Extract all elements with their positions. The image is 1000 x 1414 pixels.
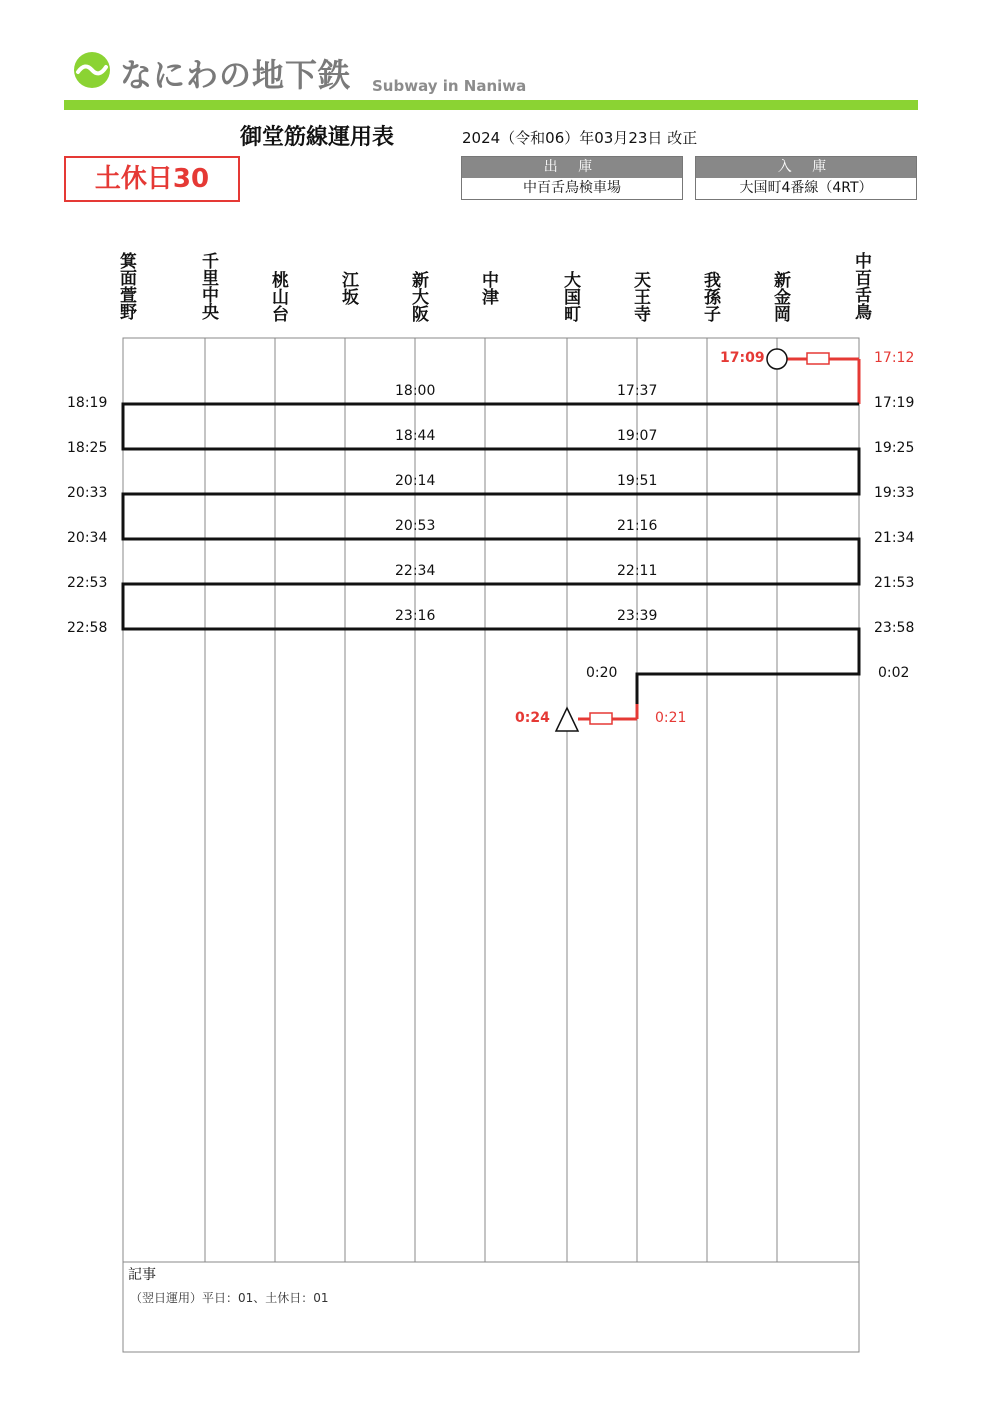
trip-time-minoh: 22:58 xyxy=(67,620,108,636)
trip-time-shin-osaka: 18:00 xyxy=(395,383,436,399)
final-arrival-time: 0:21 xyxy=(655,710,687,726)
trip-time-shin-osaka: 20:53 xyxy=(395,518,436,534)
diagram-frame xyxy=(123,338,859,1352)
station-momoyamadai: 桃山台 xyxy=(268,271,288,322)
final-tennoji-time: 0:20 xyxy=(586,665,618,681)
train-marker-icon xyxy=(590,713,612,724)
trip-time-tennoji: 23:39 xyxy=(617,608,658,624)
trip-time-shin-osaka: 18:44 xyxy=(395,428,436,444)
depot-departure-time: 17:09 xyxy=(720,350,765,366)
trip-time-tennoji: 21:16 xyxy=(617,518,658,534)
depot-departure-circle-icon xyxy=(767,349,787,369)
final-depart-time: 0:02 xyxy=(878,665,910,681)
depot-in-label: 入 庫 xyxy=(696,157,916,178)
station-senri-chuo: 千里中央 xyxy=(198,252,218,320)
start-time: 17:12 xyxy=(874,350,915,366)
trip-time-minoh: 18:19 xyxy=(67,395,108,411)
depot-departure-route xyxy=(767,349,859,404)
operation-number-badge: 土休日30 xyxy=(64,156,240,202)
document-title: 御堂筋線運用表 xyxy=(240,125,395,150)
trip-time-tennoji: 22:11 xyxy=(617,563,658,579)
notes-text: （翌日運用）平日：01、土休日：01 xyxy=(130,1291,329,1305)
station-shinkanaoka: 新金岡 xyxy=(770,271,790,322)
station-esaka: 江坂 xyxy=(338,271,358,305)
trip-time-shin-osaka: 20:14 xyxy=(395,473,436,489)
trip-time-tennoji: 19:07 xyxy=(617,428,658,444)
station-shin-osaka: 新大阪 xyxy=(408,271,428,322)
depot-arrival-time: 0:24 xyxy=(515,710,550,726)
depot-arrival-route xyxy=(556,704,637,731)
station-nakatsu: 中津 xyxy=(478,271,498,305)
trip-time-nakamozu: 19:33 xyxy=(874,485,915,501)
depot-arrival-triangle-icon xyxy=(556,708,578,731)
station-nakamozu: 中百舌鳥 xyxy=(851,252,871,320)
trip-time-nakamozu: 17:19 xyxy=(874,395,915,411)
trip-time-minoh: 22:53 xyxy=(67,575,108,591)
station-minoh-kayano: 箕面萱野 xyxy=(116,252,136,320)
depot-out-value: 中百舌鳥検車場 xyxy=(523,180,621,196)
trip-time-shin-osaka: 22:34 xyxy=(395,563,436,579)
trip-time-shin-osaka: 23:16 xyxy=(395,608,436,624)
trip-time-nakamozu: 21:34 xyxy=(874,530,915,546)
trip-time-minoh: 20:34 xyxy=(67,530,108,546)
depot-out-label: 出 庫 xyxy=(462,157,682,178)
main-route-line xyxy=(123,404,859,704)
brand-name: なにわの地下鉄 xyxy=(120,56,352,94)
revision-date: 2024（令和06）年03月23日 改正 xyxy=(462,129,698,147)
trip-time-tennoji: 19:51 xyxy=(617,473,658,489)
trip-time-nakamozu: 23:58 xyxy=(874,620,915,636)
trip-time-nakamozu: 19:25 xyxy=(874,440,915,456)
notes-label: 記事 xyxy=(128,1267,156,1283)
trip-time-nakamozu: 21:53 xyxy=(874,575,915,591)
depot-in-value: 大国町4番線（4RT） xyxy=(739,180,873,196)
trip-time-minoh: 18:25 xyxy=(67,440,108,456)
train-marker-icon xyxy=(807,353,829,364)
station-gridlines xyxy=(205,338,777,1262)
station-daikokucho: 大国町 xyxy=(560,271,580,322)
brand-tagline: Subway in Naniwa xyxy=(372,77,527,95)
station-tennoji: 天王寺 xyxy=(630,271,650,322)
station-abiko: 我孫子 xyxy=(700,271,720,322)
trip-time-minoh: 20:33 xyxy=(67,485,108,501)
trip-time-tennoji: 17:37 xyxy=(617,383,658,399)
